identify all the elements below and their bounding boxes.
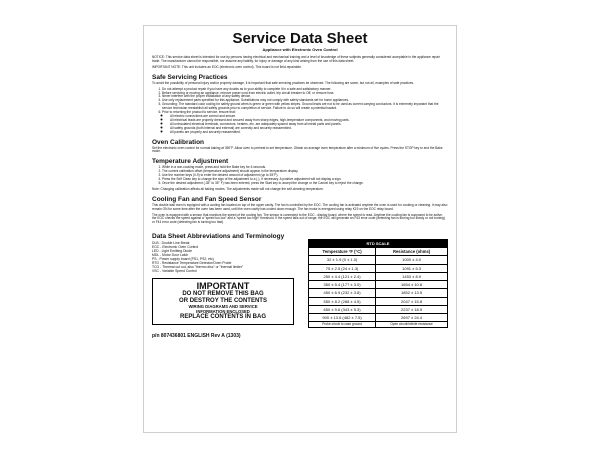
temperature-adjustment-heading: Temperature Adjustment	[152, 158, 229, 166]
abbreviations-heading: Data Sheet Abbreviations and Terminology	[152, 233, 285, 241]
table-cell: 2237 ± 18.5	[376, 305, 448, 313]
safe-servicing-list	[152, 88, 448, 135]
rtd-table-title: RTD SCALE	[309, 240, 448, 248]
important-line: INFORMATION ENCLOSED	[196, 309, 250, 315]
important-note: IMPORTANT NOTE: This unit includes an EOC (electronic oven control). This board is not field-repairable.	[152, 64, 302, 69]
list-item: 1. While in a non-cooking mode, press and hold the Bake key for 6 seconds.	[162, 166, 448, 170]
cooling-fan-heading: Cooling Fan and Fan Speed Sensor	[152, 195, 262, 203]
sublist	[162, 115, 448, 135]
table-cell: 75 ± 2.5 (24 ± 1.3)	[309, 264, 376, 272]
table-row	[309, 256, 448, 264]
oven-calibration-heading: Oven Calibration	[152, 138, 205, 146]
table-cell: 250 ± 4.4 (121 ± 2.4)	[309, 272, 376, 280]
table-cell: 550 ± 8.2 (288 ± 4.5)	[309, 297, 376, 305]
list-item	[162, 111, 448, 134]
table-row	[309, 313, 448, 321]
list-item: 5. Once the desired adjustment (-35° to 35° F) has been entered, press the Start key to accept the change or the Cancel key to reject the change.	[162, 182, 448, 186]
table-cell: 450 ± 6.9 (232 ± 3.8)	[309, 289, 376, 297]
notice-paragraph: NOTICE: This service data sheet is intended for use by persons having electrical and mechanical training and a level of knowledge of these subjects generally considered acceptable in the appliance repair trade. The manufacturer cannot be responsible, nor assume any liability, for injury or damage of any kind arising from the use of this data sheet.	[152, 55, 440, 63]
important-line: REPLACE CONTENTS IN BAG	[179, 314, 266, 321]
abbreviation-item: PS - Power supply board (PS1, PS2, etc)	[152, 257, 214, 262]
important-box	[152, 278, 294, 325]
right-column	[308, 239, 448, 339]
table-cell: 1654 ± 10.8	[376, 281, 448, 289]
table-cell: Open circuit/infinite resistance	[376, 322, 448, 328]
cooling-fan-paragraph-2: The oven is equipped with a sensor that monitors the speed of the cooling fan. The sensor is connected to the EOC - display board, where the speed is read. Anytime the cooling fan is supposed to be active, the EOC checks the speed against a "speed too low" and a "speed too high" threshold. If the speed falls out of range, the EOC will generate an F43 error code (detecting fan is turning too slowly or not turning) or F44 error code (detecting fan is turning too fast).	[152, 212, 445, 225]
safe-servicing-intro: To avoid the possibility of personal injury and/or property damage, it is important that safe servicing practices be observed. The following are some, but not all, examples of safe practices.	[152, 80, 414, 85]
list-item: 4. Use only replacement parts specified for this appliance. Substitutions may not comply with safety standards set for home appliances.	[162, 99, 448, 103]
page-subtitle: Appliance with Electronic Oven Control	[262, 47, 338, 52]
oven-calibration-text: Set the electronic oven control for normal baking at 350°F. Allow oven to preheat to set temperature. Obtain an average oven temperature after a minimum of five cycles. Press the STOP key to end the Bake mode.	[152, 145, 443, 154]
abbreviation-item: MDL - Motor Door Latch	[152, 253, 189, 258]
table-cell: 1000 ± 4.0	[376, 256, 448, 264]
table-cell: 1091 ± 5.3	[376, 264, 448, 272]
calibration-note: Note: Changing calibration affects all baking modes. The adjustments made will not change the self-cleaning temperature.	[152, 186, 324, 191]
table-cell: 900 ± 13.6 (482 ± 7.5)	[309, 313, 376, 321]
bottom-section	[152, 229, 448, 339]
abbreviation-item: TCO - Thermal cut out, also "thermo disc" or "thermal limiter"	[152, 265, 244, 270]
table-cell: 2047 ± 15.8	[376, 297, 448, 305]
sublist-item: ◦ All uninsulated electrical terminals, connectors, heaters, etc. are adequately spaced away from all metal parts and panels.	[170, 123, 448, 127]
list-item: 5. Grounding: The standard color coding for safety ground wires is green or green with yellow stripes. Ground leads are not to be used as current carrying conductors. It is extremely important that the service technician reestablish all safety grounds prior to completion of service. Failure to do so will create a potential hazard.	[162, 103, 448, 111]
page-title: Service Data Sheet	[232, 30, 368, 47]
table-row	[309, 297, 448, 305]
table-row	[309, 289, 448, 297]
important-line: OR DESTROY THE CONTENTS	[179, 297, 267, 304]
important-line: WIRING DIAGRAMS AND SERVICE	[188, 304, 258, 310]
table-cell: 650 ± 9.6 (343 ± 5.3)	[309, 305, 376, 313]
temperature-adjustment-list	[152, 166, 448, 186]
table-cell: Probe circuit to case ground	[309, 322, 376, 328]
table-row	[309, 322, 448, 328]
abbreviation-item: LED - Light Emitting Diode	[152, 249, 192, 254]
sublist-item: ◦ All electrical leads are properly dressed and secured away from sharp edges, high-temperature components, and moving parts.	[170, 119, 448, 123]
list-item: 2. The current calibration offset (temperature adjustment) should appear in the temperature display.	[162, 170, 448, 174]
important-line: DO NOT REMOVE THIS BAG	[182, 291, 264, 298]
list-item: 3. Use the number keys (0-9) to enter the desired amount of adjustment (up to 35°F).	[162, 174, 448, 178]
sublist-item: ◦ All safety grounds (both internal and external) are correctly and securely reassembled.	[170, 127, 448, 131]
table-row	[309, 264, 448, 272]
table-cell: 2697 ± 24.4	[376, 313, 448, 321]
list-item: 3. Never interfere with the proper installation of any safety device.	[162, 95, 448, 99]
table-header: Temperature °F (°C)	[309, 248, 376, 256]
list-item: 1. Do not attempt a product repair if you have any doubts as to your ability to complete it in a safe and satisfactory manner.	[162, 88, 448, 92]
table-cell: 350 ± 5.4 (177 ± 3.0)	[309, 281, 376, 289]
abbreviation-item: DLB - Double Line Break	[152, 241, 190, 246]
list-item-text: Prior to returning the product to service, ensure that:	[162, 110, 236, 115]
abbreviation-item: RTD - Resistance Temperature Detector/Oven Probe	[152, 261, 232, 266]
service-data-sheet	[143, 25, 457, 433]
abbreviation-item: VSC - Variable Speed Control	[152, 269, 197, 274]
abbreviation-item: EOC - Electronic Oven Control	[152, 245, 199, 250]
table-cell: 1852 ± 13.5	[376, 289, 448, 297]
safe-servicing-heading: Safe Servicing Practices	[152, 73, 228, 81]
important-title: IMPORTANT	[196, 281, 250, 292]
part-number: p/n 807436801 ENGLISH Rev A (1303)	[152, 333, 241, 340]
cooling-fan-paragraph-1: This double wall oven is equipped with a cooling fan located on top of the upper cavity. The fan is controlled by the EOC. The cooling fan is activated anytime the oven is used for cooking or cleaning. It may also remain ON for some time after the oven has been used, until the oven cavity has cooled down enough. The fan motor is energized using relay K19 on the EOC relay board.	[152, 202, 448, 211]
sublist-item: ◦ All electric connections are correct and secure.	[170, 115, 448, 119]
sublist-item: ◦ All panels are properly and securely reassembled.	[170, 131, 448, 135]
table-row	[309, 272, 448, 280]
table-row	[309, 305, 448, 313]
table-header: Resistance (ohms)	[376, 248, 448, 256]
table-row	[309, 281, 448, 289]
left-column	[152, 229, 300, 339]
table-cell: 1453 ± 8.9	[376, 272, 448, 280]
table-cell: 32 ± 1.9 (0 ± 1.0)	[309, 256, 376, 264]
rtd-scale-table	[308, 239, 448, 328]
list-item: 4. Press the Self Clean key to change the sign of the adjustment to a (-), if necessary. A positive adjustment will not display a sign.	[162, 178, 448, 182]
list-item: 2. Before servicing or moving an appliance, remove power cord from electric outlet, trip circuit breaker to Off, or remove fuse.	[162, 92, 448, 96]
